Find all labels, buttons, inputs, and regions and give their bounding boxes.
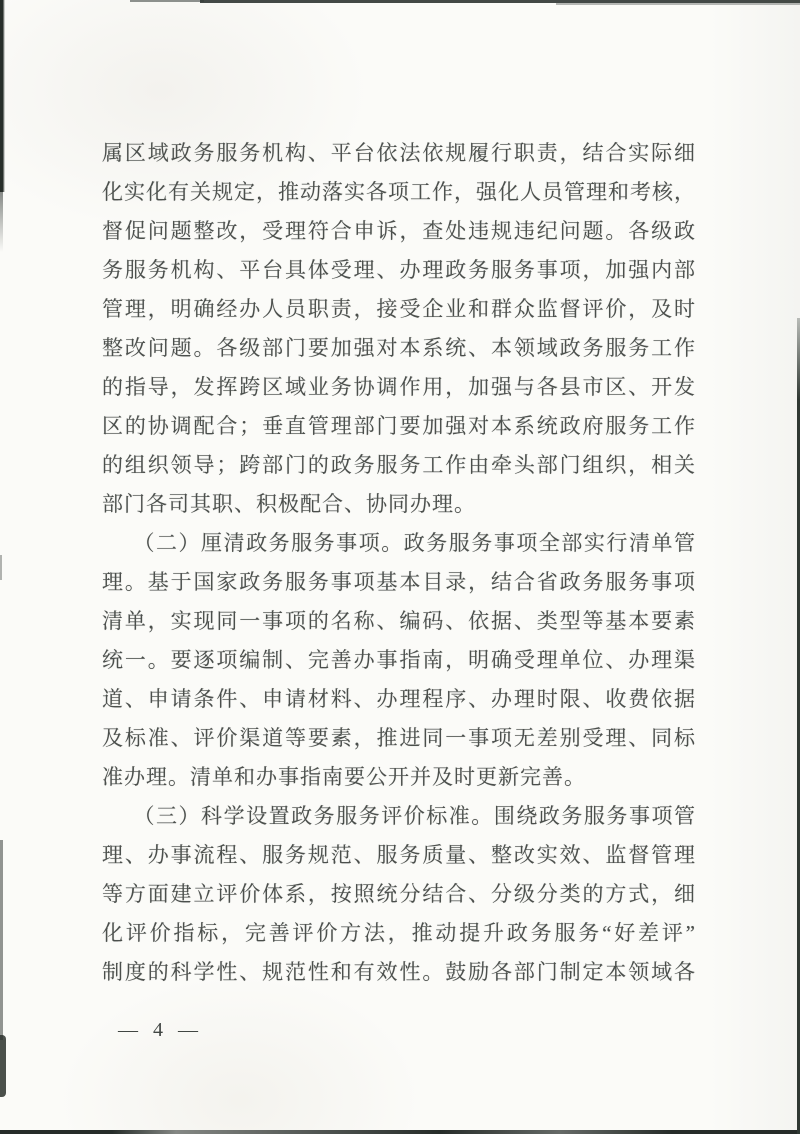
text-line: 及标准、评价渠道等要素，推进同一事项无差别受理、同标 — [102, 726, 696, 750]
text-line: 督促问题整改，受理符合申诉，查处违规违纪问题。各级政 — [102, 219, 696, 243]
scan-artifact-top-edge — [130, 0, 204, 2]
text-line: 化评价指标，完善评价方法，推动提升政务服务“好差评” — [102, 921, 696, 945]
text-line: 务服务机构、平台具体受理、办理政务服务事项，加强内部 — [102, 258, 696, 282]
scan-artifact-left-edge — [0, 555, 2, 580]
text-line: 管理，明确经办人员职责，接受企业和群众监督评价，及时 — [102, 297, 696, 321]
scan-artifact-left-edge — [0, 192, 3, 252]
document-body — [102, 134, 696, 992]
text-line: 的指导，发挥跨区域业务协调作用，加强与各县市区、开发 — [102, 375, 696, 399]
text-line: 的组织领导；跨部门的政务服务工作由牵头部门组织，相关 — [102, 453, 696, 477]
scan-artifact-left-edge — [0, 1035, 6, 1097]
page-number: — 4 — — [118, 1019, 203, 1041]
text-line: 统一。要逐项编制、完善办事指南，明确受理单位、办理渠 — [102, 648, 696, 672]
text-line paragraph-start: （三）科学设置政务服务评价标准。围绕政务服务事项管 — [133, 804, 696, 828]
text-line: 理。基于国家政务服务事项基本目录，结合省政务服务事项 — [102, 570, 696, 594]
text-line: 等方面建立评价体系，按照统分结合、分级分类的方式，细 — [102, 882, 696, 906]
text-line paragraph-start: （二）厘清政务服务事项。政务服务事项全部实行清单管 — [133, 531, 696, 555]
text-line: 制度的科学性、规范性和有效性。鼓励各部门制定本领域各 — [102, 960, 696, 984]
text-line: 清单，实现同一事项的名称、编码、依据、类型等基本要素 — [102, 609, 696, 633]
scan-artifact-top-edge — [556, 3, 800, 5]
scan-artifact-bottom-edge — [0, 1130, 800, 1134]
text-line: 化实化有关规定，推动落实各项工作，强化人员管理和考核， — [102, 180, 696, 204]
text-line: 整改问题。各级部门要加强对本系统、本领域政务服务工作 — [102, 336, 696, 360]
scan-artifact-left-edge — [0, 840, 3, 1040]
scan-artifact-left-edge — [0, 0, 5, 192]
text-line: 理、办事流程、服务规范、服务质量、整改实效、监督管理 — [102, 843, 696, 867]
text-line: 道、申请条件、申请材料、办理程序、办理时限、收费依据 — [102, 687, 696, 711]
text-line: 区的协调配合；垂直管理部门要加强对本系统政府服务工作 — [102, 414, 696, 438]
text-line: 部门各司其职、积极配合、协同办理。 — [102, 492, 476, 516]
text-line: 属区域政务服务机构、平台依法依规履行职责，结合实际细 — [102, 141, 696, 165]
text-line: 准办理。清单和办事指南要公开并及时更新完善。 — [102, 765, 586, 789]
